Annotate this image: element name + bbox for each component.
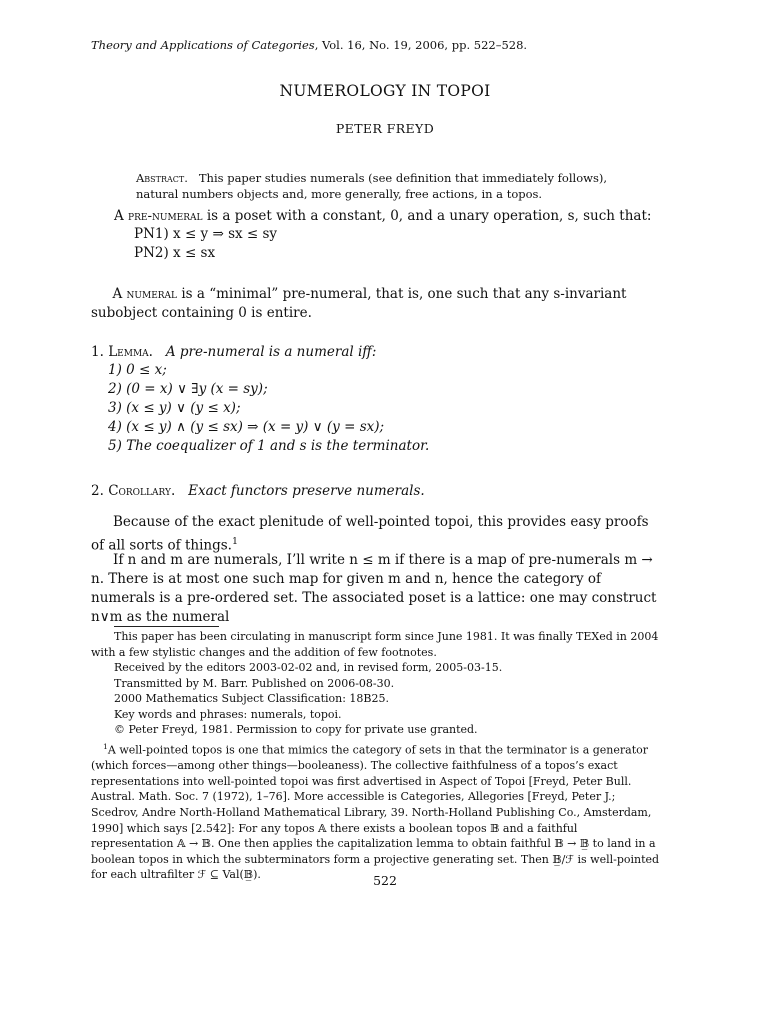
lemma-item-2: 2) (0 = x) ∨ ∃y (x = sy);: [108, 381, 268, 397]
paragraph-plenitude: [91, 513, 661, 556]
journal-details: , Vol. 16, No. 19, 2006, pp. 522–528.: [314, 38, 528, 52]
numeral-term: numeral: [126, 286, 178, 302]
prenumeral-intro-b: is a poset with a constant, 0, and a unary operation, s, such that:: [206, 208, 652, 224]
numeral-intro-b: is a “minimal” pre-numeral, that is, one such that any s-invariant subobject containing 0 is entire.: [91, 286, 627, 321]
lemma-number: 1.: [91, 344, 104, 360]
footnote-msc: 2000 Mathematics Subject Classification: 18B25.: [114, 692, 389, 705]
paragraph-plenitude-text: Because of the exact plenitude of well-pointed topoi, this provides easy proofs of all sorts of things.: [91, 514, 649, 554]
corollary-number: 2.: [91, 483, 104, 499]
running-header: [91, 38, 527, 52]
abstract: [136, 170, 636, 202]
footnote-1-text: A well-pointed topos is one that mimics the category of sets in that the terminator is a generator (which forces—among other things—booleaness). The collective faithfulness of a topos’s exact representations into well-pointed topoi was first advertised in Aspect of Topoi [Freyd, Peter Bull. Austral. Math. Soc. 7 (1972), 1–76]. More accessible is Categories, Allegories [Freyd, Peter J.; Scedrov, Andre North-Holland Mathematical Library, 39. North-Holland Publishing Co., Amsterdam, 1990] which says [2.542]: For any topos 𝔸 there exists a boolean topos 𝔹 and a faithful representation 𝔸 → 𝔹. One then applies the capitalization lemma to obtain faithful 𝔹 → 𝔹̲ to land in a boolean topos in which the subterminators form a projective generating set. Then 𝔹̲/ℱ is well-pointed for each ultrafilter ℱ ⊆ Val(𝔹̲).: [91, 743, 660, 882]
footnote-keywords: Key words and phrases: numerals, topoi.: [114, 708, 342, 721]
footnote-circulating: This paper has been circulating in manuscript form since June 1981. It was finally TEXed in 2004 with a few stylistic changes and the addition of few footnotes.: [91, 630, 659, 659]
axiom-pn1: PN1) x ≤ y ⇒ sx ≤ sy: [134, 226, 278, 242]
footnote-1-mark: 1: [103, 742, 108, 751]
lemma-item-1: 1) 0 ≤ x;: [108, 362, 167, 378]
lemma-item-5: 5) The coequalizer of 1 and s is the terminator.: [108, 438, 430, 454]
abstract-text: This paper studies numerals (see definition that immediately follows), natural numbers objects and, more generally, free actions, in a topos.: [136, 171, 608, 201]
paper-title: NUMEROLOGY IN TOPOI: [279, 82, 491, 100]
numeral-intro-a: A: [112, 286, 123, 302]
lemma-item-4: 4) (x ≤ y) ∧ (y ≤ sx) ⇒ (x = y) ∨ (y = sx);: [108, 419, 385, 435]
paragraph-ordering: If n and m are numerals, I’ll write n ≤ m if there is a map of pre-numerals m → n. There is at most one such map for given m and n, hence the category of numerals is a pre-ordered set. The associated poset is a lattice: one may construct n∨m as the numeral: [91, 552, 657, 625]
footnote-1: [91, 739, 663, 883]
axiom-pn2: PN2) x ≤ sx: [134, 245, 216, 261]
page-number: 522: [373, 873, 397, 888]
lemma-heading: [91, 343, 376, 362]
footnote-copyright: © Peter Freyd, 1981. Permission to copy for private use granted.: [114, 723, 478, 736]
footnote-received: Received by the editors 2003-02-02 and, in revised form, 2005-03-15.: [114, 661, 503, 674]
prenumeral-term: pre-numeral: [128, 208, 203, 224]
corollary-statement: Exact functors preserve numerals.: [188, 483, 425, 499]
corollary-heading: [91, 482, 425, 501]
abstract-label: Abstract.: [136, 171, 188, 185]
journal-name: Theory and Applications of Categories: [91, 38, 315, 52]
footnote-ref-1: 1: [231, 536, 238, 547]
lemma-statement: A pre-numeral is a numeral iff:: [165, 344, 377, 360]
prenumeral-intro-a: A: [114, 208, 124, 224]
numeral-definition: [91, 285, 661, 323]
author-name: PETER FREYD: [335, 121, 435, 136]
footnote-rule: [114, 626, 219, 627]
lemma-label: Lemma.: [108, 344, 153, 360]
footnote-transmitted: Transmitted by M. Barr. Published on 2006-08-30.: [114, 677, 395, 690]
lemma-item-3: 3) (x ≤ y) ∨ (y ≤ x);: [108, 400, 241, 416]
corollary-label: Corollary.: [108, 483, 176, 499]
prenumeral-definition: [114, 207, 651, 226]
